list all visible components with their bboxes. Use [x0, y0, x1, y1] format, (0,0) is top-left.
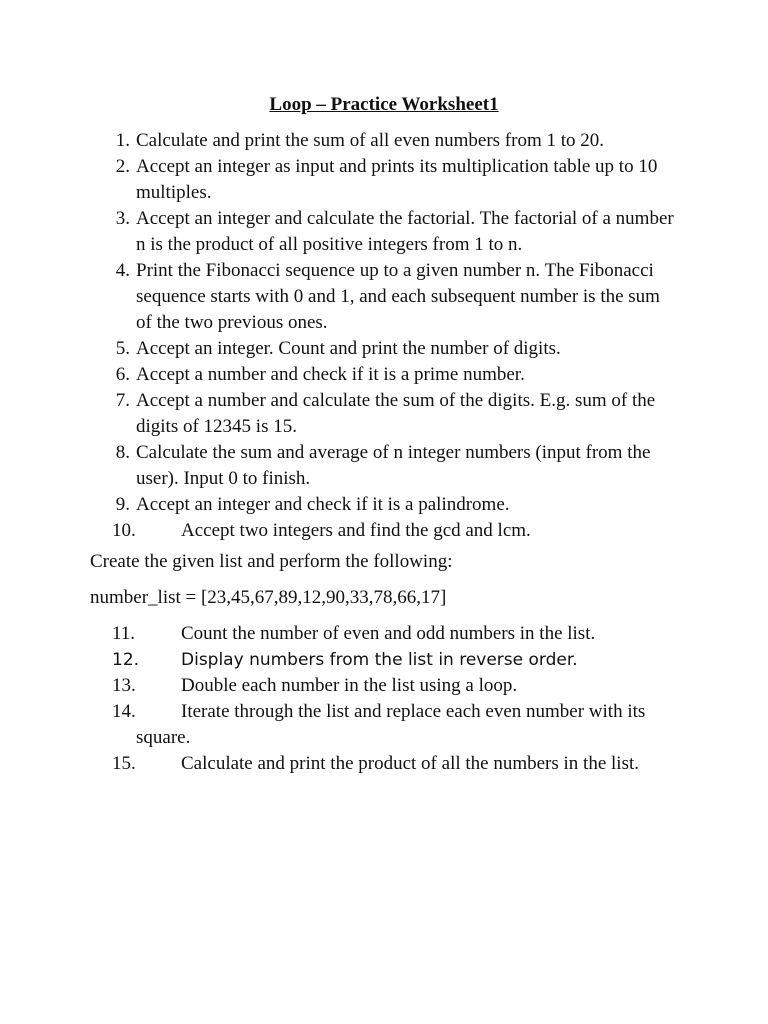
list-item [0, 440, 768, 492]
item-text: Print the Fibonacci sequence up to a given number n. The Fibonacci sequence starts with 0 and 1, and each subsequent number is the sum of the two previous ones. [136, 260, 660, 333]
list-item [0, 362, 768, 388]
list-item [0, 336, 768, 362]
item-text: Display numbers from the list in reverse order. [181, 650, 578, 670]
item-number: 10. [112, 520, 136, 541]
item-text: Calculate and print the sum of all even numbers from 1 to 20. [136, 130, 605, 151]
page-title: Loop – Practice Worksheet1 [269, 94, 499, 115]
list-item [0, 154, 768, 206]
item-text: Accept an integer. Count and print the number of digits. [136, 338, 561, 359]
item-text: Calculate the sum and average of n integer numbers (input from the user). Input 0 to finish. [136, 442, 651, 489]
list-item [0, 673, 768, 699]
item-text: Accept an integer and check if it is a palindrome. [136, 494, 510, 515]
item-text: Calculate and print the product of all the numbers in the list. [181, 753, 639, 774]
list-item [0, 699, 768, 751]
item-number: 13. [112, 675, 136, 696]
item-number: 11. [112, 623, 136, 644]
item-number: 1. [115, 130, 130, 151]
list-item [0, 751, 768, 777]
item-number: 5. [115, 338, 130, 359]
question-list-1 [0, 128, 768, 544]
item-number: 8. [115, 442, 130, 463]
list-item [0, 388, 768, 440]
list-item [0, 128, 768, 154]
item-number: 14. [112, 701, 136, 722]
item-number: 12. [112, 650, 140, 670]
question-list-2 [0, 621, 768, 777]
item-number: 6. [115, 364, 130, 385]
intro-text: Create the given list and perform the following: [90, 551, 453, 572]
item-number: 4. [115, 260, 130, 281]
item-text: Accept an integer as input and prints its multiplication table up to 10 multiples. [136, 156, 658, 203]
item-text: Accept a number and check if it is a prime number. [136, 364, 525, 385]
item-text: Count the number of even and odd numbers in the list. [181, 623, 596, 644]
list-item [0, 206, 768, 258]
item-number: 7. [115, 390, 130, 411]
list-item [0, 518, 768, 544]
list-definition: number_list = [23,45,67,89,12,90,33,78,66,17] [90, 587, 447, 608]
item-number: 3. [115, 208, 130, 229]
item-text: Double each number in the list using a loop. [181, 675, 518, 696]
list-item [0, 492, 768, 518]
item-number: 15. [112, 753, 136, 774]
item-number: 9. [115, 494, 130, 515]
item-text: Accept an integer and calculate the factorial. The factorial of a number n is the product of all positive integers from 1 to n. [136, 208, 674, 255]
item-text: Iterate through the list and replace each even number with its square. [136, 701, 646, 748]
list-item [0, 621, 768, 647]
item-text: Accept two integers and find the gcd and lcm. [181, 520, 531, 541]
list-item [0, 258, 768, 336]
list-item [0, 647, 768, 673]
item-number: 2. [115, 156, 130, 177]
item-text: Accept a number and calculate the sum of the digits. E.g. sum of the digits of 12345 is 15. [136, 390, 656, 437]
